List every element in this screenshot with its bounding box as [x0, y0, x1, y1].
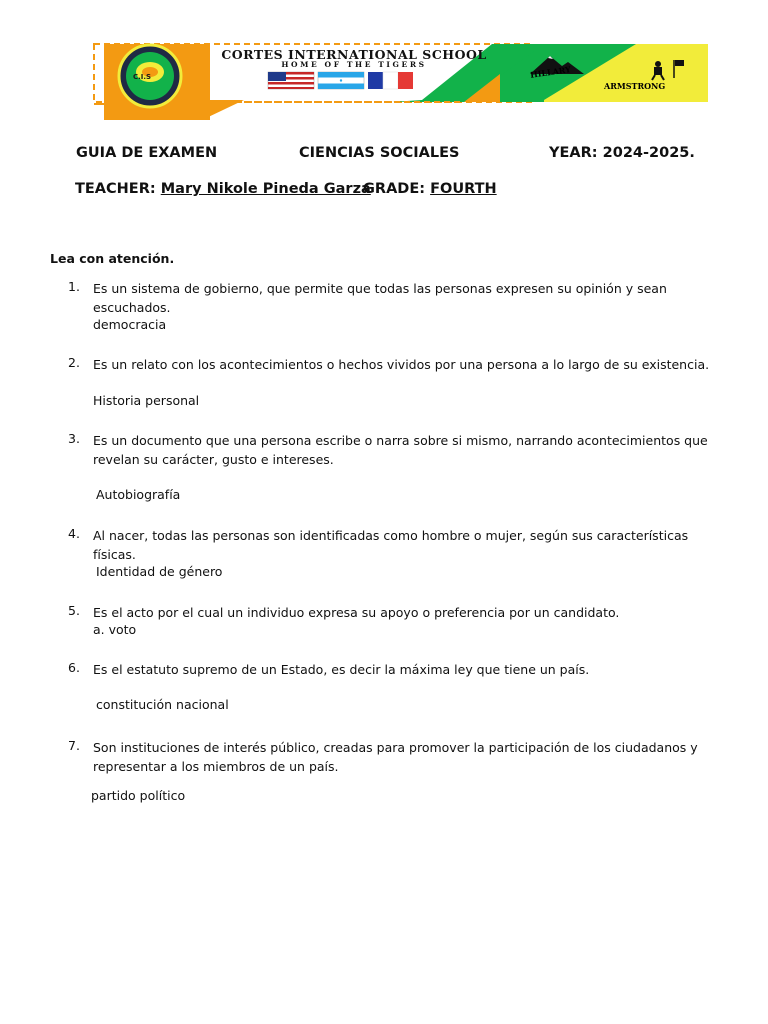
house-armstrong-label: ARMSTRONG	[604, 81, 666, 91]
question-text: Es el acto por el cual un individuo expresa su apoyo o preferencia por un candidato.	[93, 605, 620, 620]
question-number: 4.	[68, 526, 80, 541]
school-year: YEAR: 2024-2025.	[549, 145, 695, 161]
answer-text: Identidad de género	[96, 564, 223, 579]
grade-value: FOURTH	[430, 181, 497, 197]
answer-text: constitución nacional	[96, 697, 229, 712]
question-number: 7.	[68, 738, 80, 753]
usa-flag-icon	[268, 72, 314, 89]
answer-text: Autobiografía	[96, 487, 181, 502]
instruction-text: Lea con atención.	[50, 251, 175, 266]
answer-text: democracia	[93, 317, 167, 332]
answer-text: a. voto	[93, 622, 137, 637]
question-number: 3.	[68, 431, 80, 446]
teacher-line	[75, 181, 371, 197]
question-number: 1.	[68, 279, 80, 294]
school-banner	[92, 42, 708, 120]
grade-line	[363, 181, 497, 197]
question-text: Son instituciones de interés público, creadas para promover la participación de los ciudadanos y representar a los miembros de un país.	[93, 740, 698, 774]
logo-text: C.I.S	[132, 73, 152, 81]
teacher-label: TEACHER:	[75, 181, 156, 197]
honduras-flag-icon	[318, 72, 364, 89]
france-flag-icon	[368, 72, 413, 89]
guide-title: GUIA DE EXAMEN	[76, 145, 218, 161]
question-text: Es un sistema de gobierno, que permite que todas las personas expresen su opinión y sean escuchados.	[93, 281, 667, 315]
question-text: Es un documento que una persona escribe o narra sobre si mismo, narrando acontecimientos que revelan su carácter, gusto e intereses.	[93, 433, 708, 467]
question-text: Al nacer, todas las personas son identificadas como hombre o mujer, según sus características físicas.	[93, 528, 689, 562]
teacher-name: Mary Nikole Pineda Garza	[160, 181, 371, 197]
answer-text: Historia personal	[93, 393, 200, 408]
school-motto: HOME OF THE TIGERS	[281, 60, 427, 69]
grade-label: GRADE:	[363, 181, 426, 197]
question-number: 2.	[68, 355, 80, 370]
question-text: Es el estatuto supremo de un Estado, es decir la máxima ley que tiene un país.	[93, 662, 590, 677]
subject-title: CIENCIAS SOCIALES	[299, 145, 460, 161]
question-number: 5.	[68, 603, 80, 618]
question-number: 6.	[68, 660, 80, 675]
school-name: CORTES INTERNATIONAL SCHOOL	[221, 47, 487, 62]
question-text: Es un relato con los acontecimientos o hechos vividos por una persona a lo largo de su existencia.	[93, 357, 710, 372]
answer-text: partido político	[91, 788, 186, 803]
house-hillary-label: HILLARY	[529, 64, 572, 80]
